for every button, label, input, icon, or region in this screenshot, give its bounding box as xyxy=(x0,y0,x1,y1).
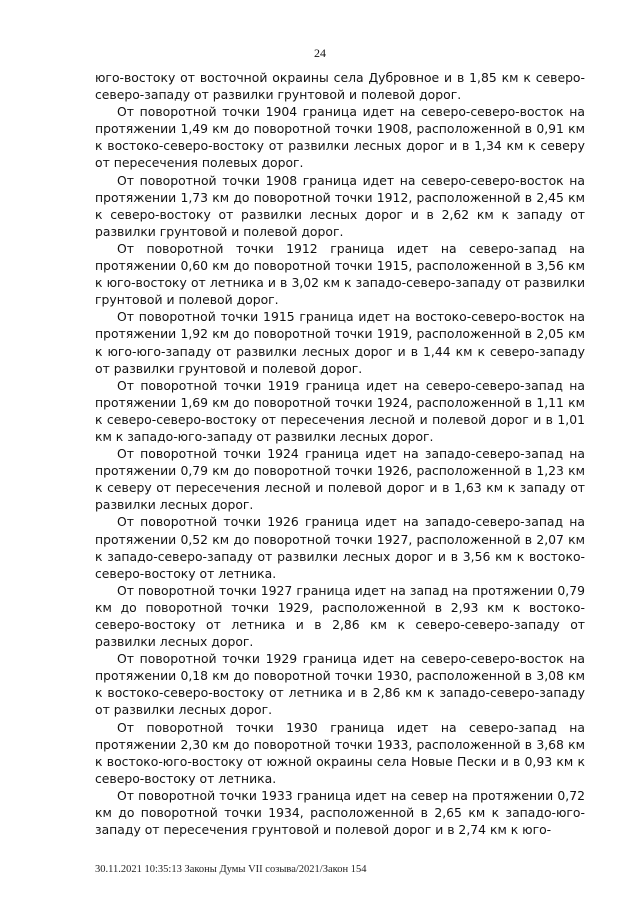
paragraph: От поворотной точки 1924 граница идет на западо-северо-запад на протяжении 0,79 км до поворотной точки 1926, расположенной в 1,23 км к северу от пересечения лесной и полевой дорог и в 1,63 км к западу от развилки лесных дорог. xyxy=(95,446,585,513)
document-body xyxy=(95,69,585,838)
page-number: 24 xyxy=(314,46,326,60)
paragraph: От поворотной точки 1929 граница идет на северо-северо-восток на протяжении 0,18 км до поворотной точки 1930, расположенной в 3,08 км к востоко-северо-востоку от летника и в 2,86 км к западо-северо-западу от развилки лесных дорог. xyxy=(95,651,585,718)
paragraph: От поворотной точки 1904 граница идет на северо-северо-восток на протяжении 1,49 км до поворотной точки 1908, расположенной в 0,91 км к востоко-северо-востоку от развилки лесных дорог и в 1,34 км к северу от пересечения полевых дорог. xyxy=(95,104,585,171)
paragraph: От поворотной точки 1926 граница идет на западо-северо-запад на протяжении 0,52 км до поворотной точки 1927, расположенной в 2,07 км к западо-северо-западу от развилки лесных дорог и в 3,56 км к востоко-северо-востоку от летника. xyxy=(95,514,585,581)
paragraph: От поворотной точки 1930 граница идет на северо-запад на протяжении 2,30 км до поворотной точки 1933, расположенной в 3,68 км к востоко-юго-востоку от южной окраины села Новые Пески и в 0,93 км к северо-востоку от летника. xyxy=(95,719,585,786)
footer-stamp: 30.11.2021 10:35:13 Законы Думы VII созыва/2021/Закон 154 xyxy=(95,864,367,875)
paragraph: От поворотной точки 1908 граница идет на северо-северо-восток на протяжении 1,73 км до поворотной точки 1912, расположенной в 2,45 км к северо-востоку от развилки лесных дорог и в 2,62 км к западу от развилки грунтовой и полевой дорог. xyxy=(95,172,585,239)
paragraph: От поворотной точки 1919 граница идет на северо-северо-запад на протяжении 1,69 км до поворотной точки 1924, расположенной в 1,11 км к северо-северо-востоку от пересечения лесной и полевой дорог и в 1,01 км к западо-юго-западу от развилки лесных дорог. xyxy=(95,377,585,444)
paragraph: юго-востоку от восточной окраины села Дубровное и в 1,85 км к северо-северо-западу от развилки грунтовой и полевой дорог. xyxy=(95,70,585,103)
paragraph: От поворотной точки 1915 граница идет на востоко-северо-восток на протяжении 1,92 км до поворотной точки 1919, расположенной в 2,05 км к юго-юго-западу от развилки лесных дорог и в 1,44 км к северо-западу от развилки грунтовой и полевой дорог. xyxy=(95,309,585,376)
paragraph: От поворотной точки 1912 граница идет на северо-запад на протяжении 0,60 км до поворотной точки 1915, расположенной в 3,56 км к юго-востоку от летника и в 3,02 км к западо-северо-западу от развилки грунтовой и полевой дорог. xyxy=(95,240,585,308)
paragraph: От поворотной точки 1933 граница идет на север на протяжении 0,72 км до поворотной точки 1934, расположенной в 2,65 км к западо-юго-западу от пересечения грунтовой и полевой дорог и в 2,74 км к юго- xyxy=(95,787,585,838)
paragraph: От поворотной точки 1927 граница идет на запад на протяжении 0,79 км до поворотной точки 1929, расположенной в 2,93 км к востоко-северо-востоку от летника и в 2,86 км к северо-северо-западу от развилки лесных дорог. xyxy=(95,582,585,650)
